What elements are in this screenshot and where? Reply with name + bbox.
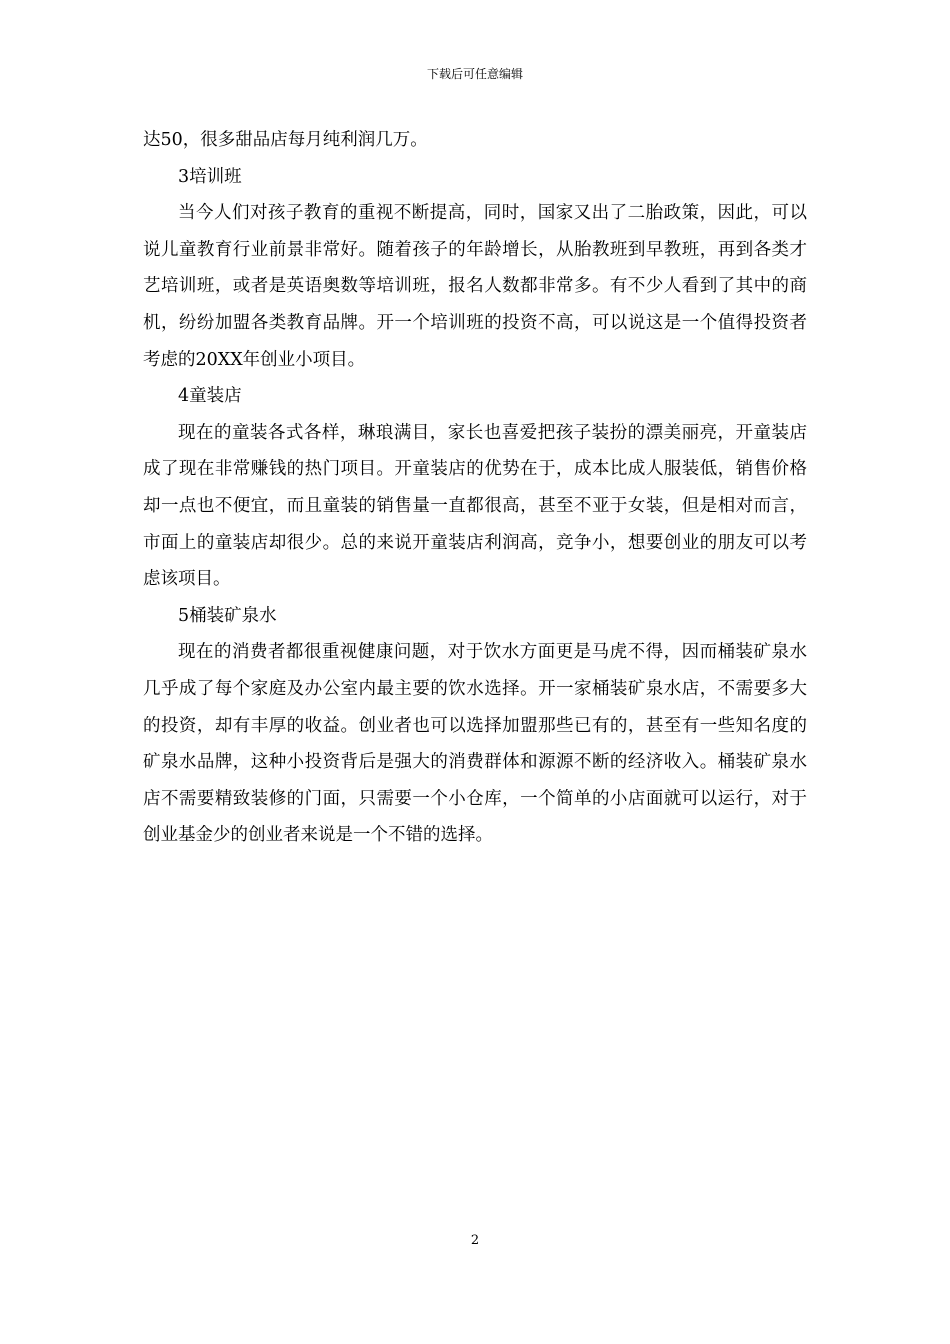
- section-heading-training-class: 3培训班: [178, 166, 242, 187]
- page-number: 2: [470, 1233, 480, 1248]
- paragraph-training-class: 当今人们对孩子教育的重视不断提高，同时，国家又出了二胎政策，因此，可以说儿童教育行业前景非常好。随着孩子的年龄增长，从胎教班到早教班，再到各类才艺培训班，或者是英语奥数等培训班，报名人数都非常多。有不少人看到了其中的商机，纷纷加盟各类教育品牌。开一个培训班的投资不高，可以说这是一个值得投资者考虑的20XX年创业小项目。: [143, 203, 807, 370]
- page-header: 下载后可任意编辑: [426, 67, 523, 81]
- document-body: [143, 122, 807, 854]
- paragraph-bottled-water: 现在的消费者都很重视健康问题，对于饮水方面更是马虎不得，因而桶装矿泉水几乎成了每个家庭及办公室内最主要的饮水选择。开一家桶装矿泉水店，不需要多大的投资，却有丰厚的收益。创业者也可以选择加盟那些已有的，甚至有一些知名度的矿泉水品牌，这种小投资背后是强大的消费群体和源源不断的经济收入。桶装矿泉水店不需要精致装修的门面，只需要一个小仓库，一个简单的小店面就可以运行，对于创业基金少的创业者来说是一个不错的选择。: [143, 642, 807, 846]
- section-heading-bottled-water: 5桶装矿泉水: [178, 605, 277, 626]
- paragraph-kids-clothing: 现在的童装各式各样，琳琅满目，家长也喜爱把孩子装扮的漂美丽亮，开童装店成了现在非常赚钱的热门项目。开童装店的优势在于，成本比成人服装低，销售价格却一点也不便宜，而且童装的销售量一直都很高，甚至不亚于女装，但是相对而言，市面上的童装店却很少。总的来说开童装店利润高，竞争小，想要创业的朋友可以考虑该项目。: [143, 422, 807, 590]
- paragraph-continuation: 达50，很多甜品店每月纯利润几万。: [143, 130, 428, 150]
- section-heading-kids-clothing: 4童装店: [178, 386, 242, 407]
